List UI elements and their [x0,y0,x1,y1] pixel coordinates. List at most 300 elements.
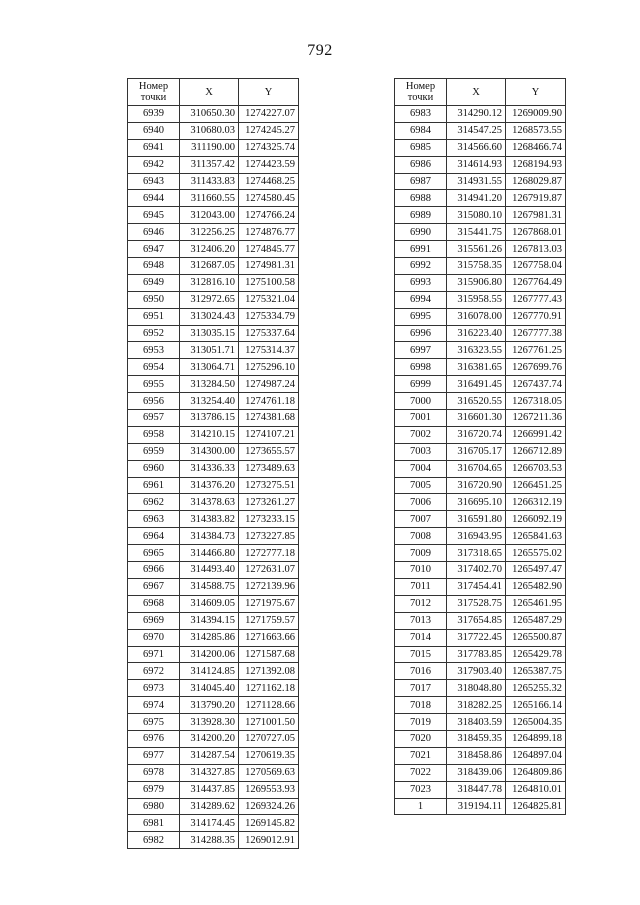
point-number-cell: 7005 [395,477,447,494]
table-row [395,612,566,629]
point-number-cell: 6966 [128,562,180,579]
point-number-cell: 6957 [128,410,180,427]
point-number-cell: 6965 [128,545,180,562]
x-coordinate-cell: 312816.10 [180,274,239,291]
x-coordinate-cell: 314210.15 [180,426,239,443]
point-number-cell: 7000 [395,393,447,410]
table-row [128,612,299,629]
x-coordinate-cell: 311357.42 [180,156,239,173]
header-point-number: Номер точки [128,79,180,106]
y-coordinate-cell: 1274981.31 [239,258,299,275]
point-number-cell: 6986 [395,156,447,173]
x-coordinate-cell: 314437.85 [180,781,239,798]
point-number-cell: 1 [395,798,447,815]
table-row [128,494,299,511]
x-coordinate-cell: 314384.73 [180,528,239,545]
x-coordinate-cell: 316720.90 [447,477,506,494]
table-row [128,342,299,359]
x-coordinate-cell: 317722.45 [447,629,506,646]
x-coordinate-cell: 318282.25 [447,697,506,714]
x-coordinate-cell: 314124.85 [180,663,239,680]
x-coordinate-cell: 314174.45 [180,815,239,832]
table-row [395,342,566,359]
x-coordinate-cell: 314609.05 [180,595,239,612]
table-row [128,781,299,798]
table-row [395,629,566,646]
point-number-cell: 6963 [128,511,180,528]
y-coordinate-cell: 1265004.35 [506,714,566,731]
point-number-cell: 7014 [395,629,447,646]
point-number-cell: 7007 [395,511,447,528]
x-coordinate-cell: 314376.20 [180,477,239,494]
y-coordinate-cell: 1265166.14 [506,697,566,714]
x-coordinate-cell: 311190.00 [180,139,239,156]
point-number-cell: 7013 [395,612,447,629]
x-coordinate-cell: 314931.55 [447,173,506,190]
table-row [395,190,566,207]
x-coordinate-cell: 314394.15 [180,612,239,629]
table-row [128,443,299,460]
point-number-cell: 6985 [395,139,447,156]
point-number-cell: 6951 [128,308,180,325]
x-coordinate-cell: 314378.63 [180,494,239,511]
y-coordinate-cell: 1274468.25 [239,173,299,190]
y-coordinate-cell: 1264809.86 [506,764,566,781]
y-coordinate-cell: 1274845.77 [239,241,299,258]
y-coordinate-cell: 1274245.27 [239,122,299,139]
point-number-cell: 6964 [128,528,180,545]
x-coordinate-cell: 315441.75 [447,224,506,241]
x-coordinate-cell: 314288.35 [180,832,239,849]
point-number-cell: 6961 [128,477,180,494]
y-coordinate-cell: 1274107.21 [239,426,299,443]
table-row [128,258,299,275]
table-row [128,697,299,714]
y-coordinate-cell: 1267770.91 [506,308,566,325]
x-coordinate-cell: 318048.80 [447,680,506,697]
table-row [128,832,299,849]
point-number-cell: 6999 [395,376,447,393]
point-number-cell: 6995 [395,308,447,325]
header-y: Y [506,79,566,106]
table-row [128,460,299,477]
y-coordinate-cell: 1275100.58 [239,274,299,291]
y-coordinate-cell: 1271587.68 [239,646,299,663]
y-coordinate-cell: 1266712.89 [506,443,566,460]
x-coordinate-cell: 315080.10 [447,207,506,224]
x-coordinate-cell: 314289.62 [180,798,239,815]
table-row [128,274,299,291]
x-coordinate-cell: 311660.55 [180,190,239,207]
point-number-cell: 6970 [128,629,180,646]
table-row [395,798,566,815]
y-coordinate-cell: 1274876.77 [239,224,299,241]
x-coordinate-cell: 314547.25 [447,122,506,139]
x-coordinate-cell: 316078.00 [447,308,506,325]
table-row [395,545,566,562]
x-coordinate-cell: 318447.78 [447,781,506,798]
table-header-row [395,79,566,106]
y-coordinate-cell: 1266092.19 [506,511,566,528]
table-row [128,815,299,832]
point-number-cell: 6982 [128,832,180,849]
y-coordinate-cell: 1273275.51 [239,477,299,494]
x-coordinate-cell: 318439.06 [447,764,506,781]
point-number-cell: 6945 [128,207,180,224]
x-coordinate-cell: 314285.86 [180,629,239,646]
point-number-cell: 7011 [395,578,447,595]
x-coordinate-cell: 310680.03 [180,122,239,139]
table-row [128,207,299,224]
table-row [395,730,566,747]
table-row [128,156,299,173]
point-number-cell: 6940 [128,122,180,139]
table-row [128,562,299,579]
table-row [128,308,299,325]
point-number-cell: 6972 [128,663,180,680]
x-coordinate-cell: 313786.15 [180,410,239,427]
y-coordinate-cell: 1269009.90 [506,106,566,123]
point-number-cell: 6969 [128,612,180,629]
table-row [395,680,566,697]
table-row [395,291,566,308]
table-row [395,663,566,680]
table-row [128,376,299,393]
table-row [395,325,566,342]
x-coordinate-cell: 312256.25 [180,224,239,241]
point-number-cell: 6988 [395,190,447,207]
point-number-cell: 6981 [128,815,180,832]
y-coordinate-cell: 1274761.18 [239,393,299,410]
y-coordinate-cell: 1265482.90 [506,578,566,595]
table-body-right [395,106,566,815]
y-coordinate-cell: 1275334.79 [239,308,299,325]
table-row [128,241,299,258]
point-number-cell: 6941 [128,139,180,156]
y-coordinate-cell: 1265255.32 [506,680,566,697]
point-number-cell: 6953 [128,342,180,359]
point-number-cell: 7015 [395,646,447,663]
y-coordinate-cell: 1265500.87 [506,629,566,646]
x-coordinate-cell: 317402.70 [447,562,506,579]
point-number-cell: 7016 [395,663,447,680]
y-coordinate-cell: 1267699.76 [506,359,566,376]
x-coordinate-cell: 317654.85 [447,612,506,629]
x-coordinate-cell: 316695.10 [447,494,506,511]
y-coordinate-cell: 1267919.87 [506,190,566,207]
x-coordinate-cell: 316323.55 [447,342,506,359]
table-row [395,426,566,443]
y-coordinate-cell: 1267211.36 [506,410,566,427]
table-row [128,224,299,241]
y-coordinate-cell: 1266312.19 [506,494,566,511]
point-number-cell: 6984 [395,122,447,139]
x-coordinate-cell: 315958.55 [447,291,506,308]
y-coordinate-cell: 1266451.25 [506,477,566,494]
x-coordinate-cell: 318459.35 [447,730,506,747]
y-coordinate-cell: 1271663.66 [239,629,299,646]
y-coordinate-cell: 1271975.67 [239,595,299,612]
point-number-cell: 7018 [395,697,447,714]
table-row [128,410,299,427]
point-number-cell: 6996 [395,325,447,342]
y-coordinate-cell: 1269324.26 [239,798,299,815]
y-coordinate-cell: 1273227.85 [239,528,299,545]
x-coordinate-cell: 316943.95 [447,528,506,545]
point-number-cell: 6991 [395,241,447,258]
table-row [395,511,566,528]
x-coordinate-cell: 314941.20 [447,190,506,207]
point-number-cell: 6959 [128,443,180,460]
point-number-cell: 6992 [395,258,447,275]
table-row [128,122,299,139]
y-coordinate-cell: 1274580.45 [239,190,299,207]
x-coordinate-cell: 312972.65 [180,291,239,308]
x-coordinate-cell: 315758.35 [447,258,506,275]
table-row [395,714,566,731]
y-coordinate-cell: 1266703.53 [506,460,566,477]
y-coordinate-cell: 1267813.03 [506,241,566,258]
point-number-cell: 6974 [128,697,180,714]
table-row [395,578,566,595]
table-row [395,460,566,477]
table-row [395,122,566,139]
x-coordinate-cell: 314290.12 [447,106,506,123]
x-coordinate-cell: 313928.30 [180,714,239,731]
y-coordinate-cell: 1266991.42 [506,426,566,443]
x-coordinate-cell: 316491.45 [447,376,506,393]
table-row [128,646,299,663]
point-number-cell: 7012 [395,595,447,612]
table-row [128,359,299,376]
table-row [128,477,299,494]
x-coordinate-cell: 314614.93 [447,156,506,173]
x-coordinate-cell: 318458.86 [447,747,506,764]
x-coordinate-cell: 316601.30 [447,410,506,427]
x-coordinate-cell: 314045.40 [180,680,239,697]
x-coordinate-cell: 312043.00 [180,207,239,224]
y-coordinate-cell: 1265841.63 [506,528,566,545]
y-coordinate-cell: 1267761.25 [506,342,566,359]
point-number-cell: 7003 [395,443,447,460]
point-number-cell: 6943 [128,173,180,190]
x-coordinate-cell: 316720.74 [447,426,506,443]
y-coordinate-cell: 1269012.91 [239,832,299,849]
point-number-cell: 7017 [395,680,447,697]
point-number-cell: 6997 [395,342,447,359]
table-row [128,714,299,731]
table-row [395,528,566,545]
table-row [395,443,566,460]
y-coordinate-cell: 1272139.96 [239,578,299,595]
table-row [128,730,299,747]
x-coordinate-cell: 314493.40 [180,562,239,579]
x-coordinate-cell: 317318.65 [447,545,506,562]
y-coordinate-cell: 1270619.35 [239,747,299,764]
table-row [395,595,566,612]
point-number-cell: 6977 [128,747,180,764]
point-number-cell: 7020 [395,730,447,747]
y-coordinate-cell: 1275296.10 [239,359,299,376]
point-number-cell: 7023 [395,781,447,798]
point-number-cell: 6952 [128,325,180,342]
point-number-cell: 7008 [395,528,447,545]
x-coordinate-cell: 310650.30 [180,106,239,123]
table-row [128,747,299,764]
point-number-cell: 6955 [128,376,180,393]
table-row [395,156,566,173]
table-row [395,410,566,427]
table-body-left [128,106,299,849]
y-coordinate-cell: 1265429.78 [506,646,566,663]
y-coordinate-cell: 1269145.82 [239,815,299,832]
point-number-cell: 7006 [395,494,447,511]
table-row [128,325,299,342]
point-number-cell: 6942 [128,156,180,173]
point-number-cell: 7021 [395,747,447,764]
table-row [128,595,299,612]
x-coordinate-cell: 317783.85 [447,646,506,663]
table-row [128,173,299,190]
header-point-number: Номер точки [395,79,447,106]
table-row [395,173,566,190]
y-coordinate-cell: 1275337.64 [239,325,299,342]
y-coordinate-cell: 1271759.57 [239,612,299,629]
point-number-cell: 6939 [128,106,180,123]
table-row [395,258,566,275]
point-number-cell: 6973 [128,680,180,697]
table-row [128,764,299,781]
table-row [128,426,299,443]
table-row [395,764,566,781]
table-row [128,663,299,680]
x-coordinate-cell: 311433.83 [180,173,239,190]
x-coordinate-cell: 314588.75 [180,578,239,595]
x-coordinate-cell: 316381.65 [447,359,506,376]
point-number-cell: 6954 [128,359,180,376]
table-row [395,224,566,241]
y-coordinate-cell: 1273233.15 [239,511,299,528]
y-coordinate-cell: 1264897.04 [506,747,566,764]
x-coordinate-cell: 313254.40 [180,393,239,410]
point-number-cell: 6978 [128,764,180,781]
table-row [128,139,299,156]
table-row [395,106,566,123]
table-row [128,393,299,410]
table-row [128,106,299,123]
x-coordinate-cell: 314383.82 [180,511,239,528]
table-row [395,207,566,224]
x-coordinate-cell: 313790.20 [180,697,239,714]
x-coordinate-cell: 316705.17 [447,443,506,460]
x-coordinate-cell: 313024.43 [180,308,239,325]
table-row [395,393,566,410]
y-coordinate-cell: 1264899.18 [506,730,566,747]
y-coordinate-cell: 1271162.18 [239,680,299,697]
y-coordinate-cell: 1267981.31 [506,207,566,224]
point-number-cell: 7019 [395,714,447,731]
y-coordinate-cell: 1267758.04 [506,258,566,275]
table-row [128,680,299,697]
point-number-cell: 7002 [395,426,447,443]
y-coordinate-cell: 1275314.37 [239,342,299,359]
x-coordinate-cell: 313051.71 [180,342,239,359]
x-coordinate-cell: 313035.15 [180,325,239,342]
y-coordinate-cell: 1270727.05 [239,730,299,747]
y-coordinate-cell: 1274381.68 [239,410,299,427]
table-row [395,241,566,258]
x-coordinate-cell: 314466.80 [180,545,239,562]
point-number-cell: 6946 [128,224,180,241]
point-number-cell: 6983 [395,106,447,123]
point-number-cell: 6989 [395,207,447,224]
table-row [395,274,566,291]
y-coordinate-cell: 1273261.27 [239,494,299,511]
table-row [395,781,566,798]
y-coordinate-cell: 1269553.93 [239,781,299,798]
x-coordinate-cell: 314200.06 [180,646,239,663]
page-number: 792 [307,42,333,59]
point-number-cell: 6998 [395,359,447,376]
x-coordinate-cell: 313284.50 [180,376,239,393]
x-coordinate-cell: 312687.05 [180,258,239,275]
x-coordinate-cell: 315906.80 [447,274,506,291]
x-coordinate-cell: 316223.40 [447,325,506,342]
point-number-cell: 6958 [128,426,180,443]
point-number-cell: 6948 [128,258,180,275]
x-coordinate-cell: 317454.41 [447,578,506,595]
table-row [395,494,566,511]
point-number-cell: 6971 [128,646,180,663]
y-coordinate-cell: 1268194.93 [506,156,566,173]
y-coordinate-cell: 1274766.24 [239,207,299,224]
x-coordinate-cell: 314200.20 [180,730,239,747]
point-number-cell: 6980 [128,798,180,815]
table-row [395,139,566,156]
y-coordinate-cell: 1264810.01 [506,781,566,798]
x-coordinate-cell: 316704.65 [447,460,506,477]
point-number-cell: 7010 [395,562,447,579]
y-coordinate-cell: 1268573.55 [506,122,566,139]
table-row [395,477,566,494]
table-row [128,190,299,207]
coordinates-table-right [394,78,566,815]
x-coordinate-cell: 314336.33 [180,460,239,477]
y-coordinate-cell: 1267437.74 [506,376,566,393]
point-number-cell: 6990 [395,224,447,241]
table-row [128,629,299,646]
x-coordinate-cell: 314300.00 [180,443,239,460]
table-row [395,697,566,714]
point-number-cell: 6949 [128,274,180,291]
point-number-cell: 6956 [128,393,180,410]
y-coordinate-cell: 1270569.63 [239,764,299,781]
point-number-cell: 7001 [395,410,447,427]
y-coordinate-cell: 1275321.04 [239,291,299,308]
x-coordinate-cell: 317903.40 [447,663,506,680]
table-row [128,798,299,815]
table-row [395,562,566,579]
point-number-cell: 6994 [395,291,447,308]
x-coordinate-cell: 318403.59 [447,714,506,731]
y-coordinate-cell: 1265497.47 [506,562,566,579]
point-number-cell: 6975 [128,714,180,731]
x-coordinate-cell: 313064.71 [180,359,239,376]
point-number-cell: 6944 [128,190,180,207]
table-row [128,511,299,528]
table-row [395,359,566,376]
y-coordinate-cell: 1272631.07 [239,562,299,579]
